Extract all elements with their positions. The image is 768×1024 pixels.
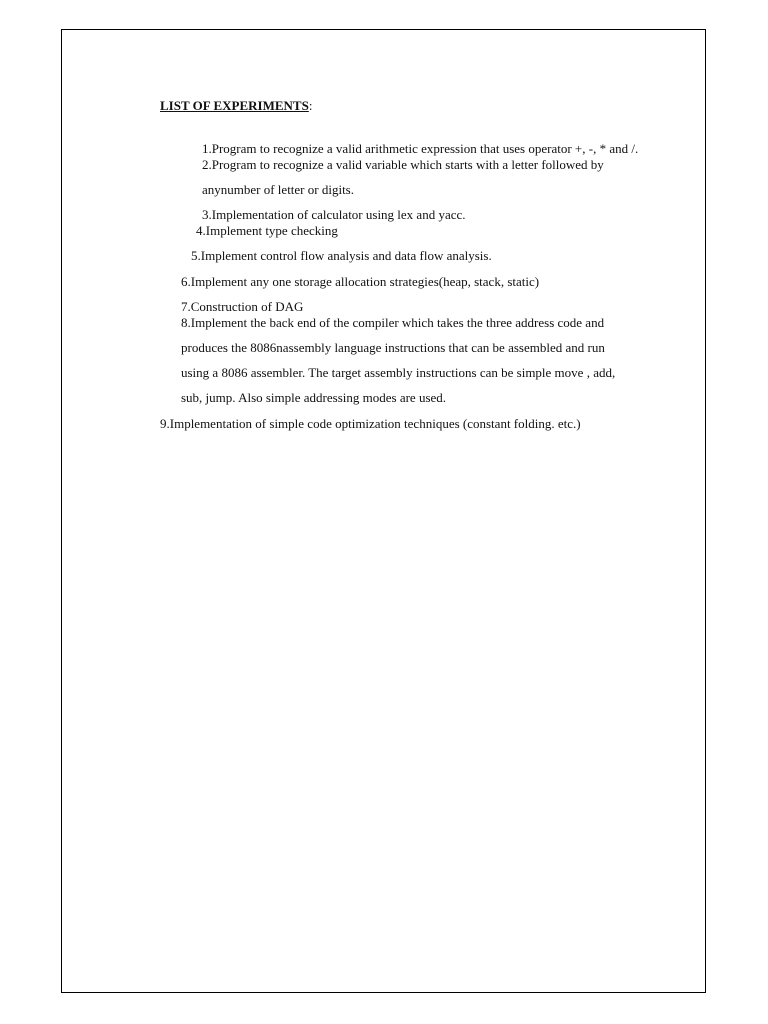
list-heading — [160, 98, 312, 114]
list-heading-colon: : — [308, 98, 313, 113]
experiment-5-line: 5.Implement control flow analysis and data flow analysis. — [191, 248, 492, 263]
experiment-4-line: 4.Implement type checking — [196, 223, 338, 238]
experiment-1-line: 1.Program to recognize a valid arithmetic expression that uses operator +, -, * and /. — [202, 141, 639, 156]
experiment-8-line-2: produces the 8086nassembly language instructions that can be assembled and run — [181, 340, 605, 355]
experiment-7-line: 7.Construction of DAG — [181, 299, 304, 314]
experiment-8-line-4: sub, jump. Also simple addressing modes are used. — [181, 390, 447, 405]
page-border — [61, 29, 706, 993]
experiment-6-line: 6.Implement any one storage allocation strategies(heap, stack, static) — [181, 274, 540, 289]
experiment-8-line-1: 8.Implement the back end of the compiler which takes the three address code and — [181, 315, 605, 330]
experiment-2-line-1: 2.Program to recognize a valid variable which starts with a letter followed by — [202, 157, 604, 172]
experiment-8-line-3: using a 8086 assembler. The target assembly instructions can be simple move , add, — [181, 365, 616, 380]
experiment-2-line-2: anynumber of letter or digits. — [202, 182, 354, 197]
experiment-3-line: 3.Implementation of calculator using lex and yacc. — [202, 207, 466, 222]
list-heading-title: LIST OF EXPERIMENTS — [160, 98, 309, 113]
experiment-9-line: 9.Implementation of simple code optimization techniques (constant folding. etc.) — [160, 416, 581, 431]
